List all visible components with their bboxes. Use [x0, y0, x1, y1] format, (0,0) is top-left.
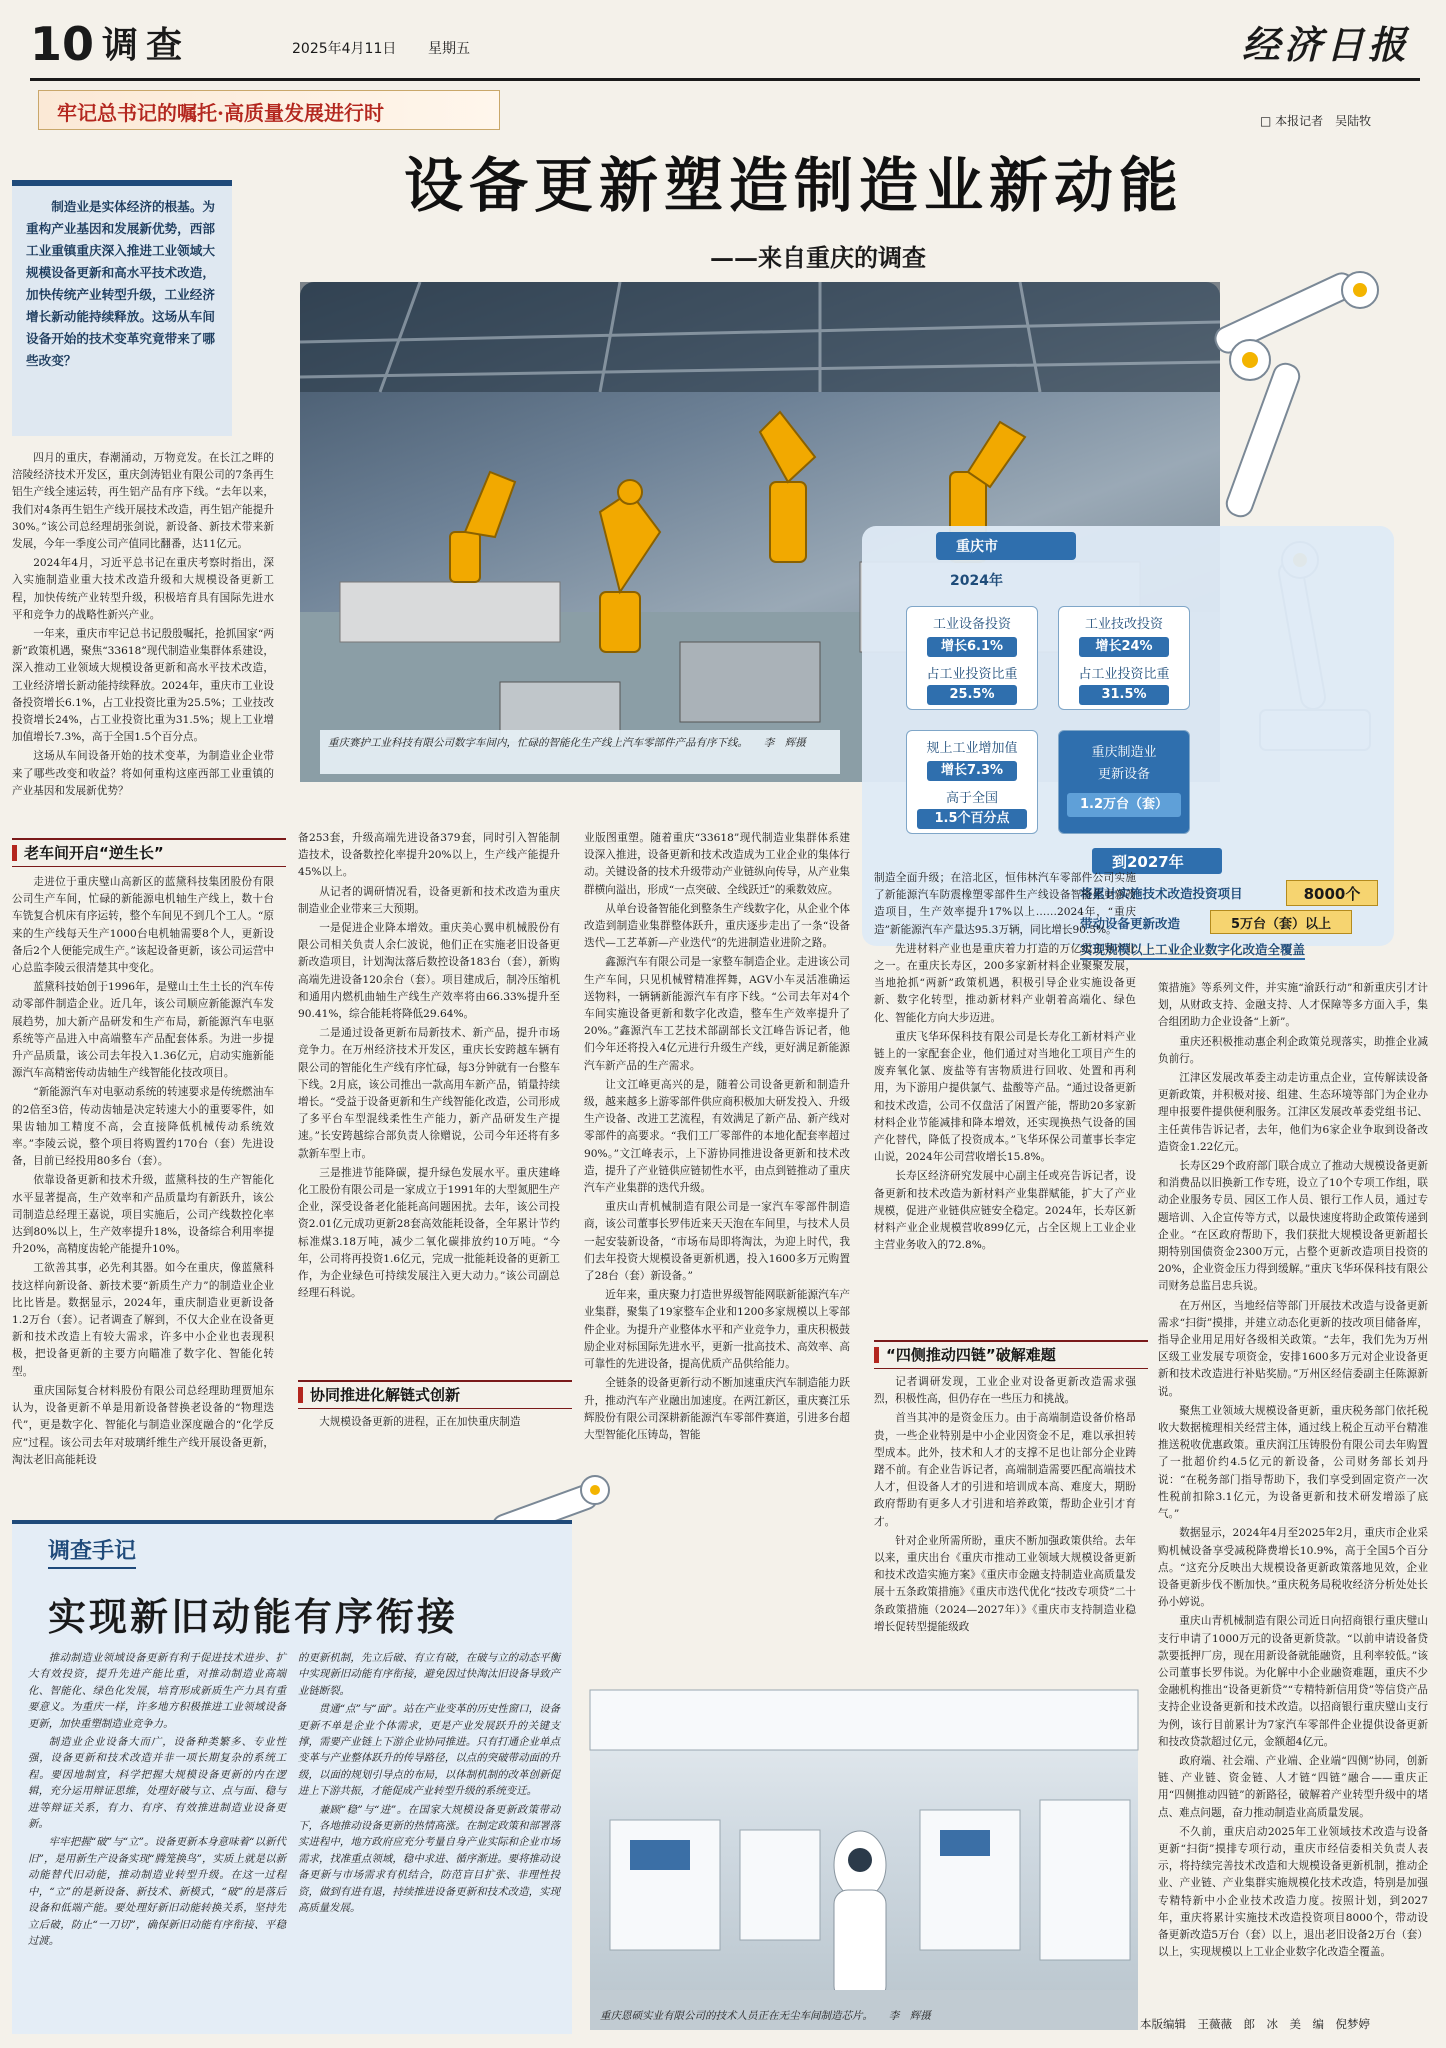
stat3-value: 1.5个百分点	[917, 809, 1027, 829]
stat-tech-investment	[1058, 606, 1190, 710]
stat2-value: 31.5%	[1079, 685, 1169, 705]
issue-date: 2025年4月11日	[292, 41, 397, 57]
main-photo-caption: 重庆赛护工业科技有限公司数字车间内，忙碌的智能化生产线上汽车零部件产品有序下线。 李 辉摄	[328, 737, 806, 749]
stat1-growth: 增长6.1%	[927, 637, 1017, 657]
paragraph: “新能源汽车对电驱动系统的转速要求是传统燃油车的2倍至3倍，传动齿轴是决定转速大小的重要零件，如果齿轴加工精度不高，会直接降低机械传动系统效率。”李陵云说，整个项目将购置约170台（套）先进设备，目前已经投用80多台（套）。	[12, 1086, 274, 1168]
paragraph: 鑫源汽车有限公司是一家整车制造企业。走进该公司生产车间，只见机械臂精准挥舞，AGV小车灵活准确运送物料，一辆辆新能源汽车有序下线。“公司去年对4个车间实施设备更新和数字化改造，整车生产效率提升了20%。”鑫源汽车工艺技术部副部长文江峰告诉记者，他们今年还将投入4亿元进行升级生产线，更好满足新能源汽车新产品的生产需求。	[584, 956, 850, 1072]
paragraph: 记者调研发现，工业企业对设备更新改造需求强烈，积极性高，但仍存在一些压力和挑战。	[874, 1376, 1136, 1406]
stat4-label: 重庆制造业	[1091, 745, 1157, 760]
stat-equipment-investment	[906, 606, 1038, 710]
paragraph: 蓝黛科技始创于1996年，是璧山土生土长的汽车传动零部件制造企业。近几年，该公司顺应新能源汽车发展趋势，加大新产品研发和生产布局，新能源汽车电驱系统等产品进入中高端整车产品配套体系。为进一步提升产品质量，该公司去年投入1.36亿元，启动实施新能源汽车高精密传动齿轴生产线智能化技改项目。	[12, 981, 274, 1080]
paragraph: 长寿区29个政府部门联合成立了推动大规模设备更新和消费品以旧换新工作专班，设立了10个专项工作组，联动企业服务专员、园区工作人员、银行工作人员，通过专题培训、入企宣传等方式，以最快速度将助企政策传递到企业。“在区政府帮助下，我们获批大规模设备更新超长期特别国债资金2300万元，占整个更新改造项目投资的20%，企业资金压力得到缓解。”重庆飞华环保科技有限公司财务总监吕忠兵说。	[1158, 1160, 1428, 1293]
paragraph: 全链条的设备更新行动不断加速重庆汽车制造能力跃升，推动汽车产业融出加速度。在两江新区，重庆赛江乐辉股份有限公司深耕新能源汽车零部件赛道，引进多台超大型智能化压铸岛，智能	[584, 1377, 850, 1441]
paragraph: 近年来，重庆聚力打造世界级智能网联新能源汽车产业集群，聚集了19家整车企业和1200多家规模以上零部件企业。为提升产业整体水平和产业竞争力，重庆积极鼓励企业对标国际先进水平，更新一批高技术、高效率、高可靠性的先进设备，提高优质产品供给能力。	[584, 1289, 850, 1371]
goal1-label: 将累计实施技术改造投资项目	[1080, 886, 1243, 901]
paragraph: 大规模设备更新的进程，正在加快重庆制造	[319, 1416, 521, 1428]
paragraph: 依靠设备更新和技术升级，蓝黛科技的生产智能化水平显著提高，生产效率和产品质量均有新跃升，该公司制造总经理王嘉说，项目实施后，公司产线数控化率达到80%以上，生产效率提升18%，设备综合利用率提升20%，高精度齿轮产能提升10%。	[12, 1174, 274, 1256]
cleanroom-scene	[590, 1690, 1138, 2030]
paragraph: 四月的重庆，春潮涌动，万物竞发。在长江之畔的涪陵经济技术开发区，重庆剑涛铝业有限公司的7条再生铝生产线全速运转，再生铝产品有序下线。“去年以来，我们对4条再生铝生产线开展技术改造，再生铝产能提升30%。”该公司总经理胡张剑说，新设备、新技术带来新发展，今年一季度公司产值同比翻番，达11亿元。	[12, 452, 274, 551]
goal1-value-box	[1286, 880, 1378, 906]
cleanroom-photo	[590, 1690, 1138, 2030]
stat2-sub: 占工业投资比重	[1078, 667, 1170, 682]
paragraph: 政府端、社会端、产业端、企业端“四侧”协同，创新链、产业链、资金链、人才链“四链”融合——重庆正用“四侧推动四链”的新路径，破解着产业转型升级中的堵点、难点问题，奋力推动制造业高质量发展。	[1158, 1754, 1428, 1819]
photo-caption-bar	[320, 730, 840, 774]
stat3-label: 规上工业增加值	[926, 741, 1018, 756]
paragraph: 重庆国际复合材料股份有限公司总经理助理贾旭东认为，设备更新不单是用新设备替换老设备的“物理迭代”，更是数字化、智能化与制造业深度融合的“化学反应”过程。该公司去年对玻璃纤维生产线开展设备更新，淘汰老旧高能耗设	[12, 1384, 274, 1466]
editor-credits: 本版编辑 王薇薇 郎 冰 美 编 倪梦婷	[1140, 2017, 1370, 2031]
section-heading-2	[298, 1380, 572, 1409]
banner-text: 牢记总书记的嘱托·高质量发展进行时	[57, 101, 384, 125]
paragraph: 江津区发展改革委主动走访重点企业，宣传解读设备更新政策，并积极对接、组建、生态环境等部门为企业办理申报要件提供便利服务。江津区发展改革委党组书记、主任黄伟告诉记者，去年，他们为6家企业争取到设备改造资金1.22亿元。	[1158, 1072, 1428, 1153]
paragraph: 制造全面升级；在涪北区，恒伟林汽车零部件公司实施了新能源汽车防震橡塑零部件生产线设备智能化更新改造项目，生产效率提升17%以上……2024年，“重庆造”新能源汽车产量达95.3万辆，同比增长90.5%。	[874, 872, 1136, 936]
notes-paragraph: 推动制造业领域设备更新有利于促进技术进步、扩大有效投资，提升先进产能比重，对推动制造业高端化、智能化、绿色化发展，培育形成新质生产力具有重要意义。为重庆一样，许多地方积极推进工业领域设备更新，加快重塑制造业竞争力。	[28, 1652, 286, 1730]
issue-weekday: 星期五	[428, 41, 470, 57]
stat4-sub: 更新设备	[1097, 767, 1150, 782]
paragraph: 走进位于重庆璧山高新区的蓝黛科技集团股份有限公司生产车间，忙碌的新能源电机轴生产线上，数十台车铣复合机床有序运转，整个车间见不到几个工人。“原来的生产线每天生产1000台电机轴需要8个人，更新设备后2个人便能完成生产。”该起设备更新，该公司运营中心总监李陵云很清楚其中变化。	[12, 876, 274, 975]
paragraph: 2024年4月，习近平总书记在重庆考察时指出，深入实施制造业重大技术改造升级和大规模设备更新工程，加快传统产业转型升级，积极培育具有国际先进水平和竞争力的战略性新兴产业。	[12, 557, 274, 621]
section-heading-3-text: “四侧推动四链”破解难题	[886, 1346, 1056, 1364]
paragraph: 三是推进节能降碳，提升绿色发展水平。重庆建峰化工股份有限公司是一家成立于1991年的大型氮肥生产企业，深受设备老化能耗高问题困扰。去年，该公司投资2.01亿元成功更新28套高效能耗设备，全年累计节约标准煤3.18万吨，减少二氧化碳排放约10万吨。“今年，公司将再投资1.6亿元，完成一批能耗设备的更新工作，为企业绿色可持续发展注入更大动力。”该公司副总经理石科说。	[298, 1166, 560, 1300]
paragraph: 工欲善其事，必先利其器。如今在重庆，像蓝黛科技这样向新设备、新技术要“新质生产力”的制造业企业比比皆是。数据显示，2024年，重庆制造业更新设备1.2万台（套）。记者调查了解到，不仅大企业在设备更新和技术改造上有较大需求，许多中小企业也表现积极，把设备更新的主要方向瞄准了数字化、智能化转型。	[12, 1262, 274, 1378]
notes-title: 实现新旧动能有序衔接	[48, 1595, 459, 1639]
masthead-rule	[30, 78, 1420, 81]
stat-industrial-value	[906, 730, 1038, 834]
subtitle: ——来自重庆的调查	[710, 243, 926, 272]
stat1-label: 工业设备投资	[932, 617, 1011, 632]
paragraph: 重庆山青机械制造有限公司是一家汽车零部件制造商，该公司董事长罗伟近来天天泡在车间里，与技术人员一起安装新设备，“市场布局即将淘汰，为迎上时代，我们去年投资大规模设备更新机遇，投入1600多万元购置了28台（套）新设备。”	[584, 1201, 850, 1283]
infographic-region-label: 重庆市	[956, 539, 998, 555]
stat3-sub: 高于全国	[945, 791, 998, 806]
section-heading-1-text: 老车间开启“逆生长”	[24, 844, 164, 862]
target-year-label: 到2027年	[1112, 853, 1184, 871]
paragraph: 从记者的调研情况看，设备更新和技术改造为重庆制造业企业带来三大预期。	[298, 885, 560, 915]
paragraph: 先进材料产业也是重庆着力打造的万亿级主导产业之一。在重庆长寿区，200多家新材料企业聚聚发展，当地抢抓“两新”政策机遇，积极引导企业实施设备更新、数字化转型，推动新材料产业朝着高端化、绿色化、智能化方向大步迈进。	[874, 942, 1136, 1024]
stat2-growth: 增长24%	[1079, 637, 1169, 657]
paragraph: 不久前，重庆启动2025年工业领域技术改造与设备更新“扫街”摸排专项行动，重庆市经信委相关负责人表示，将持续完善技术改造和大规模设备更新机制，推动企业、产业链、产业集群实施规模化技术改造，特别是加强专精特新中小企业技术改造力度。按照计划，到2027年，重庆将累计实施技术改造投资项目8000个，带动设备更新改造5万台（套）以上，退出老旧设备2万台（套）以上，实现规模以上工业企业数字化改造全覆盖。	[1158, 1825, 1428, 1959]
notes-paragraph: 制造业企业设备大而广，设备种类繁多、专业性强，设备更新和技术改造并非一项长期复杂的系统工程。要因地制宜，科学把握大规模设备更新的内在逻辑，充分运用辩证思维，处理好破与立、点与面、稳与进等辩证关系，有力、有序、有效推进制造业设备更新。	[28, 1736, 286, 1831]
notes-paragraph: 的更新机制，先立后破、有立有破，在破与立的动态平衡中实现新旧动能有序衔接，避免因过快淘汰旧设备导致产业链断裂。	[298, 1652, 560, 1697]
notes-paragraph: 牢牢把握“破”与“立”。设备更新本身意味着“以新代旧”，是用新生产设备实现“腾笼换鸟”，实质上就是以新动能替代旧动能，推动制造业转型升级。在这一过程中，“立”的是新设备、新技术、新模式，“破”的是落后设备和低端产能。要处理好新旧动能转换关系，坚持先立后破，防止“一刀切”，确保新旧动能有序衔接、平稳过渡。	[28, 1836, 286, 1947]
paragraph: 从单台设备智能化到整条生产线数字化，从企业个体改造到制造业集群整体跃升，重庆逐步走出了一条“设备迭代—工艺革新—产业迭代”的先进制造业进阶之路。	[584, 902, 850, 950]
stat2-label: 工业技改投资	[1084, 617, 1163, 632]
cleanroom-photo-caption: 重庆恩硕实业有限公司的技术人员正在无尘车间制造芯片。 李 辉摄	[600, 2010, 931, 2022]
goal2-value-box	[1210, 910, 1352, 934]
notes-label: 调查手记	[48, 1534, 136, 1569]
paragraph: 策措施》等系列文件，并实施“渝跃行动”和新重庆引才计划，从财政支持、金融支持、人才保障等多方面入手，集合组团助力企业设备“上新”。	[1158, 982, 1428, 1029]
paragraph: 针对企业所需所盼，重庆不断加强政策供给。去年以来，重庆出台《重庆市推动工业领域大规模设备更新和技术改造实施方案》《重庆市金融支持制造业高质量发展十五条政策措施》《重庆市迭代优化“技改专项贷”二十条政策措施（2024—2027年）》《重庆市支持制造业稳增长促转型提能级政	[874, 1534, 1136, 1633]
page-number: 10	[30, 17, 95, 71]
lead-box	[12, 180, 232, 436]
paragraph: 业版图重塑。随着重庆“33618”现代制造业集群体系建设深入推进，设备更新和技术改造成为工业企业的集体行动。关键设备的技术升级带动产业链纵向传导，从产业集群横向溢出，形成“一点突破、全线跃迁”的乘数效应。	[584, 832, 850, 896]
article-column-3	[298, 830, 560, 1370]
paragraph: 一年来，重庆市牢记总书记殷殷嘱托，抢抓国家“两新”政策机遇，聚焦“33618”现代制造业集群体系建设，深入推动工业领域大规模设备更新和高水平技术改造，工业经济增长新动能持续释放。2024年，重庆市工业设备投资增长6.1%，占工业投资比重为25.5%；工业技改投资增长24%，占工业投资比重为31.5%；规上工业增加值增长7.3%，高于全国1.5个百分点。	[12, 628, 274, 744]
stat1-value: 25.5%	[927, 685, 1017, 705]
masthead	[30, 18, 1420, 76]
section-heading-3	[874, 1340, 1148, 1369]
paragraph: 在万州区，当地经信等部门开展技术改造与设备更新需求“扫街”摸排，并建立动态化更新的技改项目储备库，指导企业用足用好各级相关政策。“去年，我们先为万州区级工业发展专项资金，安排1600多万元对企业设备更新和技术改造进行补贴奖励。”万州区经信委副主任陈源新说。	[1158, 1299, 1428, 1398]
article-column-1	[12, 450, 274, 797]
goal3-label: 实现规模以上工业企业数字化改造全覆盖	[1080, 940, 1305, 960]
paper-logo: 经济日报	[1241, 22, 1410, 67]
paragraph: 重庆还积极推动惠企利企政策兑现落实，助推企业减负前行。	[1158, 1035, 1428, 1065]
paragraph: 二是通过设备更新布局新技术、新产品，提升市场竞争力。在万州经济技术开发区，重庆长安跨越车辆有限公司的智能化生产线有序忙碌，每3分钟就有一台整车下线。2月底，该公司推出一款高用车新产品，销量持续增长。“受益于设备更新和生产线智能化改造，公司形成了多平台车型混线柔性生产能力，新产品研发生产提速。”长安跨越综合部负责人徐赠说，公司今年还将有多款新车型上市。	[298, 1027, 560, 1160]
paragraph: 重庆飞华环保科技有限公司是长寿化工新材料产业链上的一家配套企业，他们通过对当地化工项目产生的废弃氧化氯、废盐等有害物质进行回收、处置和再利用，为下游用户提供氯气、盐酸等产品。“通过设备更新和技术改造，公司不仅盘活了闲置产能，帮助20多家新材料企业节能减排和降本增效，还实现换热气设备的国产化替代，降低了投资成本。”飞华环保公司董事长李定山说，2024年公司营收增长15.8%。	[874, 1030, 1136, 1164]
article-column-2	[12, 874, 274, 1514]
goal1-value: 8000个	[1303, 885, 1361, 903]
stat3-growth: 增长7.3%	[927, 761, 1017, 781]
paragraph: 聚焦工业领域大规模设备更新，重庆税务部门依托税收大数据梳理相关经营主体，通过线上税企互动平台精准推送税收优惠政策。重庆润江压铸股份有限公司去年购置了一批超价约4.5亿元的新设备，公司财务部长刘丹说：“在税务部门指导帮助下，我们享受到固定资产一次性税前扣除3.1亿元，为设备更新和技术研发增添了底气。”	[1158, 1404, 1428, 1521]
goal2-value: 5万台（套）以上	[1230, 917, 1332, 932]
article-column-6	[1158, 980, 1428, 2000]
notes-paragraph: 贯通“点”与“面”。站在产业变革的历史性窗口，设备更新不单是企业个体需求，更是产业发展跃升的关键支撑，需要产业链上下游企业协同推进。只有打通企业单点变革与产业整体跃升的传导路径，以点的突破带动面的升级，以面的规划引导点的布局，以体制机制的改革创新促进上下游共振，才能促成产业转型升级的系统变迁。	[298, 1703, 560, 1798]
paragraph: 重庆山青机械制造有限公司近日向招商银行重庆璧山支行申请了1000万元的设备更新贷款。“以前申请设备贷款要抵押厂房，现在用新设备就能融资，且利率较低。”该公司董事长罗伟说。为化解中小企业融资难题，重庆不少金融机构推出“设备更新贷”“专精特新信用贷”等信贷产品支持企业设备更新和技术改造。以招商银行重庆璧山支行为例，该行目前累计为7家汽车零部件企业提供设备更新和技改贷款超过亿元，金额超4亿元。	[1158, 1615, 1428, 1748]
paragraph: 数据显示，2024年4月至2025年2月，重庆市企业采购机械设备享受减税降费增长10.9%，高于全国5个百分点。“这充分反映出大规模设备更新政策落地见效，企业设备更新步伐不断加快。”重庆税务局税收经济分析处处长孙小婷说。	[1158, 1527, 1428, 1609]
notes-paragraph: 兼顾“稳”与“进”。在国家大规模设备更新政策带动下，各地推动设备更新的热情高涨。在制定政策和部署落实进程中，地方政府应充分考量自身产业实际和企业市场需求，找准重点领域，稳中求进、循序渐进。要将推动设备更新与市场需求有机结合，防范盲目扩张、非理性投资，做到有进有退，持续推进设备更新和技术改造，实现高质量发展。	[298, 1803, 560, 1915]
paragraph: 让文江峰更高兴的是，随着公司设备更新和制造升级，越来越多上游零部件供应商积极加大研发投入、升级生产设备、改进工艺流程，有效满足了新产品、新产线对零部件的高要求。“我们工厂零部件的本地化配套率超过90%。”文江峰表示，上下游协同推进设备更新和技术改造，提升了产业链供应链韧性水平，由点到链推动了重庆汽车产业集群的迭代升级。	[584, 1078, 850, 1195]
notes-body-left	[28, 1650, 286, 2020]
stat1-sub: 占工业投资比重	[926, 667, 1018, 682]
notes-body-right	[298, 1650, 560, 2020]
infographic-region	[936, 532, 1076, 560]
paragraph: 这场从车间设备开始的技术变革，为制造业企业带来了哪些改变和收益？将如何重构这座西部工业重镇的产业基因和发展新优势？	[12, 750, 274, 797]
byline: □ 本报记者 吴陆牧	[1260, 114, 1372, 128]
article-column-5	[874, 870, 1136, 1330]
section-name: 调查	[102, 24, 191, 66]
paragraph: 备253套，升级高端先进设备379套，同时引入智能制造技术，设备数控化率提升20%以上，生产线产能提升45%以上。	[298, 832, 560, 879]
paragraph: 一是促进企业降本增效。重庆美心翼申机械股份有限公司相关负责人余仁波说，他们正在实施老旧设备更新改造项目，计划淘汰落后数控设备183台（套），新购高端先进设备120余台（套）。项目建成后，制冷压缩机和通用内燃机曲轴生产线生产效率将由66.33%提升至90.41%，综合能耗将降低29.64%。	[298, 922, 560, 1021]
infographic-year: 2024年	[950, 573, 1003, 589]
section-heading-2-text: 协同推进化解链式创新	[310, 1386, 461, 1404]
series-banner	[38, 90, 500, 130]
article-column-5b	[874, 1374, 1136, 1674]
paragraph: 首当其冲的是资金压力。由于高端制造设备价格昂贵，一些企业特别是中小企业因资金不足，难以承担转型成本。此外，技术和人才的支撑不足也让部分企业踌躇不前。有企业告诉记者，高端制造需要匹配高端技术人才，但设备人才的引进和培训成本高、难度大，期盼政府帮助有更多人才引进和培养政策，帮助企业引才育才。	[874, 1412, 1136, 1528]
stat4-value: 1.2万台（套）	[1067, 793, 1181, 817]
headline: 设备更新塑造制造业新动能	[404, 151, 1185, 220]
article-column-3b	[298, 1414, 560, 1454]
paragraph: 长寿区经济研究发展中心副主任或亮告诉记者，设备更新和技术改造为新材料产业集群赋能，扩大了产业规模，促进产业链供应链安全稳定。2024年，长寿区新材料产业企业规模营收899亿元，占全区规上工业企业主营业务收入的72.8%。	[874, 1170, 1136, 1252]
goal2-label: 带动设备更新改造	[1080, 916, 1181, 931]
section-heading-1	[12, 838, 286, 867]
stat-equipment-updated	[1058, 730, 1190, 834]
lead-text: 制造业是实体经济的根基。为重构产业基因和发展新优势，西部工业重镇重庆深入推进工业领域大规模设备更新和高水平技术改造，加快传统产业转型升级，工业经济增长新动能持续释放。这场从车间设备开始的技术变革究竟带来了哪些改变？	[26, 199, 215, 368]
